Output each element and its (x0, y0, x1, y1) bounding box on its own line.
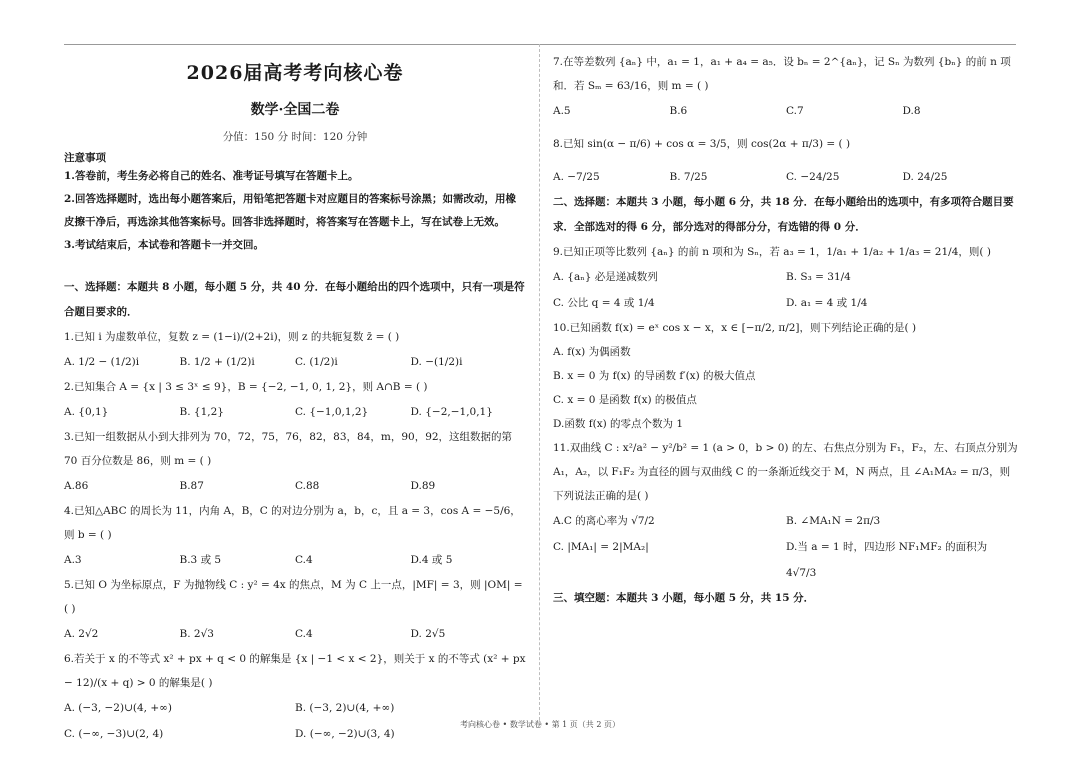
question-11: 11.双曲线 C : x²/a² − y²/b² = 1 (a > 0，b > 0) 的左、右焦点分别为 F₁，F₂，左、右顶点分别为 A₁，A₂，以 F₁F₂ 为直径的圆与双曲线 C 的一条渐近线交于 M，N 两点，且 ∠A₁MA₂ = π/3，则下列说法正确的是( ) (553, 442, 1018, 502)
option-c: C.88 (295, 480, 320, 492)
question-7-options (553, 98, 1019, 124)
option-b: B. S₃ = 31/4 (786, 271, 851, 283)
option-c: C.4 (295, 628, 313, 640)
section-1-heading: 一、选择题：本题共 8 小题，每小题 5 分，共 40 分．在每小题给出的四个选项中，只有一项是符合题目要求的． (64, 281, 525, 318)
option-a: A. {aₙ} 必是递减数列 (553, 271, 658, 283)
option-b: B. ∠MA₁N = 2π/3 (786, 515, 881, 527)
option-d: D. a₁ = 4 或 1/4 (786, 297, 868, 309)
question-2: 2.已知集合 A = {x | 3 ≤ 3ˣ ≤ 9}，B = {−2, −1, 0, 1, 2}，则 A∩B = ( ) (64, 381, 428, 393)
option-c: C. |MA₁| = 2|MA₂| (553, 541, 649, 553)
question-10-option-d: D.函数 f(x) 的零点个数为 1 (553, 418, 684, 430)
option-d: D. 24/25 (902, 171, 948, 183)
top-rule (64, 44, 1016, 45)
question-1-options (64, 349, 526, 375)
option-b: B.6 (669, 105, 688, 117)
question-8-options (553, 164, 1019, 190)
question-11-options-row-1 (553, 508, 1019, 534)
option-c: C. (−∞, −3)∪(2, 4) (64, 728, 164, 740)
question-9-options-row-2 (553, 290, 1019, 316)
question-3: 3.已知一组数据从小到大排列为 70，72，75，76，82，83，84，m，90，92，这组数据的第 70 百分位数是 86，则 m = ( ) (64, 431, 513, 467)
option-a: A.C 的离心率为 √7/2 (553, 515, 655, 527)
page-footer: 考向核心卷 • 数学试卷 • 第 1 页（共 2 页） (460, 720, 620, 729)
question-9: 9.已知正项等比数列 {aₙ} 的前 n 项和为 Sₙ，若 a₃ = 1，1/a₁ + 1/a₂ + 1/a₃ = 21/4，则( ) (553, 246, 991, 258)
option-d: D. −(1/2)i (410, 356, 463, 368)
option-b: B.3 或 5 (179, 554, 222, 566)
option-b: B. 2√3 (179, 628, 214, 640)
option-c: C. (1/2)i (295, 356, 338, 368)
question-2-options (64, 399, 526, 425)
option-d: D.89 (410, 480, 436, 492)
question-4: 4.已知△ABC 的周长为 11，内角 A，B，C 的对边分别为 a，b，c，且 a = 3，cos A = −5/6，则 b = ( ) (64, 505, 521, 541)
question-7: 7.在等差数列 {aₙ} 中，a₁ = 1，a₁ + a₄ = a₅．设 bₙ = 2^{aₙ}，记 Sₙ 为数列 {bₙ} 的前 n 项和．若 Sₘ = 63/16，则 m = ( ) (553, 56, 1011, 92)
question-5-options (64, 621, 526, 647)
question-3-options (64, 473, 526, 499)
option-a: A.3 (64, 554, 82, 566)
option-d: D. 2√5 (410, 628, 446, 640)
option-c: C. {−1,0,1,2} (295, 406, 369, 418)
option-a: A. 2√2 (64, 628, 99, 640)
column-divider (539, 44, 540, 720)
option-d: D. (−∞, −2)∪(3, 4) (295, 728, 395, 740)
question-6-options-row-1 (64, 695, 526, 721)
question-10-option-a: A. f(x) 为偶函数 (553, 346, 631, 358)
question-10-option-c: C. x = 0 是函数 f(x) 的极值点 (553, 394, 697, 406)
option-a: A. {0,1} (64, 406, 109, 418)
option-c: C. −24/25 (786, 171, 840, 183)
option-a: A. −7/25 (553, 171, 600, 183)
option-d: D.当 a = 1 时，四边形 NF₁MF₂ 的面积为 4√7/3 (786, 541, 988, 579)
question-1: 1.已知 i 为虚数单位，复数 z = (1−i)/(2+2i)，则 z 的共轭复数 z̄ = ( ) (64, 331, 400, 343)
left-column (64, 50, 526, 740)
exam-subtitle: 数学·全国二卷 (250, 102, 340, 118)
option-a: A.86 (64, 480, 89, 492)
exam-title: 2026届高考考向核心卷 (186, 62, 404, 84)
question-4-options (64, 547, 526, 573)
notice-item-1: 1.答卷前，考生务必将自己的姓名、准考证号填写在答题卡上。 (64, 170, 359, 182)
option-b: B. {1,2} (179, 406, 224, 418)
option-d: D. {−2,−1,0,1} (410, 406, 493, 418)
option-c: C.7 (786, 105, 804, 117)
option-a: A. 1/2 − (1/2)i (64, 356, 140, 368)
option-a: A.5 (553, 105, 571, 117)
notice-item-2: 2.回答选择题时，选出每小题答案后，用铅笔把答题卡对应题目的答案标号涂黑；如需改动，用橡皮擦干净后，再选涂其他答案标号。回答非选择题时，将答案写在答题卡上，写在试卷上无效。 (64, 193, 516, 228)
option-b: B. 7/25 (669, 171, 708, 183)
right-column (553, 50, 1019, 723)
exam-meta: 分值：150 分 时间：120 分钟 (222, 131, 368, 143)
notice-title: 注意事项 (64, 152, 106, 164)
section-3-heading: 三、填空题：本题共 3 小题，每小题 5 分，共 15 分． (553, 592, 815, 604)
question-5: 5.已知 O 为坐标原点，F 为抛物线 C : y² = 4x 的焦点，M 为 C 上一点，|MF| = 3，则 |OM| = ( ) (64, 579, 523, 615)
section-2-heading: 二、选择题：本题共 3 小题，每小题 6 分，共 18 分．在每小题给出的选项中，有多项符合题目要求．全部选对的得 6 分，部分选对的得部分分，有选错的得 0 分． (553, 196, 1014, 233)
question-11-options-row-2 (553, 534, 1019, 586)
option-c: C.4 (295, 554, 313, 566)
option-d: D.4 或 5 (410, 554, 453, 566)
option-b: B.87 (179, 480, 204, 492)
option-b: B. 1/2 + (1/2)i (179, 356, 255, 368)
question-8: 8.已知 sin(α − π/6) + cos α = 3/5，则 cos(2α + π/3) = ( ) (553, 138, 851, 150)
option-a: A. (−3, −2)∪(4, +∞) (64, 702, 172, 714)
option-c: C. 公比 q = 4 或 1/4 (553, 297, 655, 309)
question-10-option-b: B. x = 0 为 f(x) 的导函数 f′(x) 的极大值点 (553, 370, 756, 382)
question-10: 10.已知函数 f(x) = eˣ cos x − x，x ∈ [−π/2, π/2]，则下列结论正确的是( ) (553, 322, 917, 334)
notice-item-3: 3.考试结束后，本试卷和答题卡一并交回。 (64, 239, 264, 251)
question-9-options-row-1 (553, 264, 1019, 290)
question-6: 6.若关于 x 的不等式 x² + px + q < 0 的解集是 {x | −1 < x < 2}，则关于 x 的不等式 (x² + px − 12)/(x + q) > 0 的解集是( ) (64, 653, 526, 689)
option-b: B. (−3, 2)∪(4, +∞) (295, 702, 395, 714)
option-d: D.8 (902, 105, 921, 117)
